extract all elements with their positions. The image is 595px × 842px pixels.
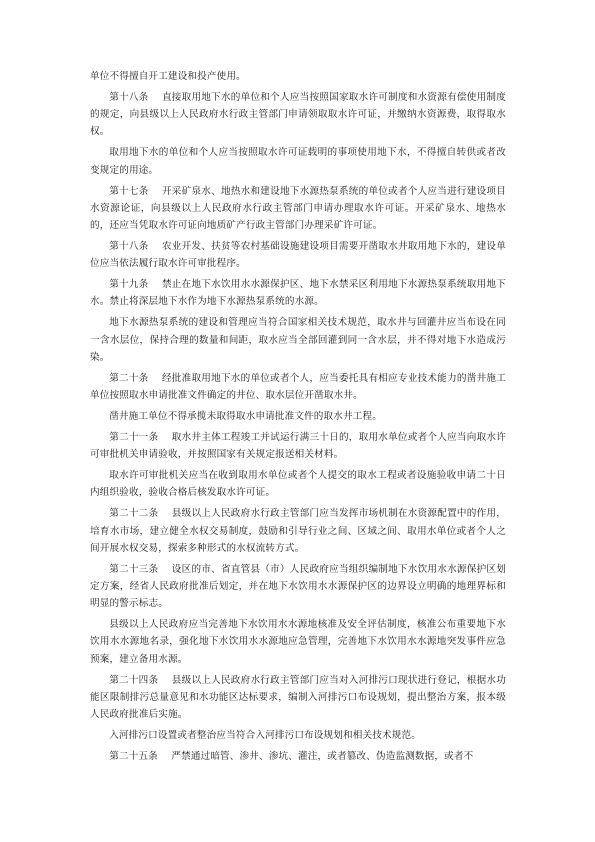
paragraph <box>90 68 506 85</box>
article-number: 第二十条 <box>109 372 149 384</box>
document-body <box>90 68 506 769</box>
paragraph <box>90 89 506 141</box>
paragraph <box>90 183 506 235</box>
paragraph-text: 直接取用地下水的单位和个人应当按照国家取水许可制度和水资源有偿使用制度的规定，向县级以上人民政府水行政主管部门申请领取取水许可证，并缴纳水资源费，取得取水权。 <box>90 92 507 138</box>
article-number: 第十七条 <box>109 185 149 197</box>
article-number: 第二十二条 <box>109 508 159 520</box>
paragraph-text: 取水许可审批机关应当在收到取用水单位或者个人提交的取水工程或者设施验收申请二十日内组织验收，验收合格后核发取水许可证。 <box>90 470 506 499</box>
paragraph-text: 设区的市、省直管县（市）人民政府应当组织编制地下水饮用水水源保护区划定方案，经省人民政府批准后划定，并在地下水饮用水水源保护区的边界设立明确的地理界标和明显的警示标志。 <box>90 563 507 610</box>
paragraph <box>90 276 506 310</box>
article-number: 第十八条 <box>109 92 149 103</box>
paragraph-text: 凿井施工单位不得承揽未取得取水申请批准文件的取水井工程。 <box>109 411 383 423</box>
paragraph-text: 县级以上人民政府应当完善地下水饮用水水源地核准及安全评估制度，核准公布重要地下水饮用水水源地名录，强化地下水饮用水水源地应急管理，完善地下水饮用水水源地突发事件应急预案，建立备用水源。 <box>90 619 506 665</box>
article-number: 第二十三条 <box>109 563 159 575</box>
article-number: 第十八条 <box>109 241 149 253</box>
paragraph <box>90 429 506 463</box>
paragraph-text: 禁止在地下水饮用水水源保护区、地下水禁采区利用地下水源热泵系统取用地下水。禁止将深层地下水作为地下水源热泵系统的水源。 <box>90 279 507 308</box>
paragraph <box>90 672 506 724</box>
paragraph-text: 单位不得擅自开工建设和投产使用。 <box>90 71 246 82</box>
paragraph <box>90 616 506 668</box>
paragraph-text: 农业开发、扶贫等农村基础设施建设项目需要开凿取水井取用地下水的，建设单位应当依法履行取水许可审批程序。 <box>90 241 507 270</box>
paragraph-text: 县级以上人民政府水行政主管部门应当发挥市场机制在水资源配置中的作用，培育水市场，建立健全水权交易制度，鼓励和引导行业之间、区域之间、取用水单位或者个人之间开展水权交易，探索多种形式的水权流转方式。 <box>90 508 507 554</box>
paragraph <box>90 727 506 744</box>
paragraph-text: 经批准取用地下水的单位或者个人，应当委托具有相应专业技术能力的凿井施工单位按照取水申请批准文件确定的井位、取水层位开凿取水井。 <box>90 372 507 402</box>
paragraph-text: 取水井主体工程竣工并试运行满三十日的，取用水单位或者个人应当向取水许可审批机关申请验收，并按照国家有关规定报送相关材料。 <box>90 432 507 461</box>
paragraph-text: 取用地下水的单位和个人应当按照取水许可证载明的事项使用地下水，不得擅自转供或者改变规定的用途。 <box>90 147 506 176</box>
paragraph <box>90 370 506 404</box>
article-number: 第二十四条 <box>109 674 159 686</box>
paragraph <box>90 238 506 272</box>
paragraph <box>90 314 506 366</box>
paragraph <box>90 748 506 765</box>
paragraph <box>90 467 506 501</box>
paragraph-text: 县级以上人民政府水行政主管部门应当对入河排污口现状进行登记，根据水功能区限制排污总量意见和水功能区达标要求，编制入河排污口布设规划，提出整治方案，报本级人民政府批准后实施。 <box>90 674 507 721</box>
paragraph-text: 地下水源热泵系统的建设和管理应当符合国家相关技术规范，取水井与回灌井应当布设在同一含水层位，保持合理的数量和间距，取水应当全部回灌到同一含水层，并不得对地下水造成污染。 <box>90 317 506 363</box>
article-number: 第二十五条 <box>109 751 158 763</box>
article-number: 第十九条 <box>109 279 149 291</box>
paragraph-text: 入河排污口设置或者整治应当符合入河排污口布设规划和相关技术规范。 <box>109 730 421 742</box>
paragraph <box>90 408 506 425</box>
paragraph <box>90 144 506 178</box>
paragraph <box>90 505 506 557</box>
article-number: 第二十一条 <box>109 432 159 444</box>
paragraph-text: 严禁通过暗管、渗井、渗坑、灌注，或者篡改、伪造监测数据，或者不 <box>171 751 474 763</box>
paragraph-text: 开采矿泉水、地热水和建设地下水源热泵系统的单位或者个人应当进行建设项目水资源论证，向县级以上人民政府水行政主管部门申请办理取水许可证。开采矿泉水、地热水的，还应当凭取水许可证向地质矿产行政主管部门办理采矿许可证。 <box>90 185 507 232</box>
paragraph <box>90 561 506 613</box>
